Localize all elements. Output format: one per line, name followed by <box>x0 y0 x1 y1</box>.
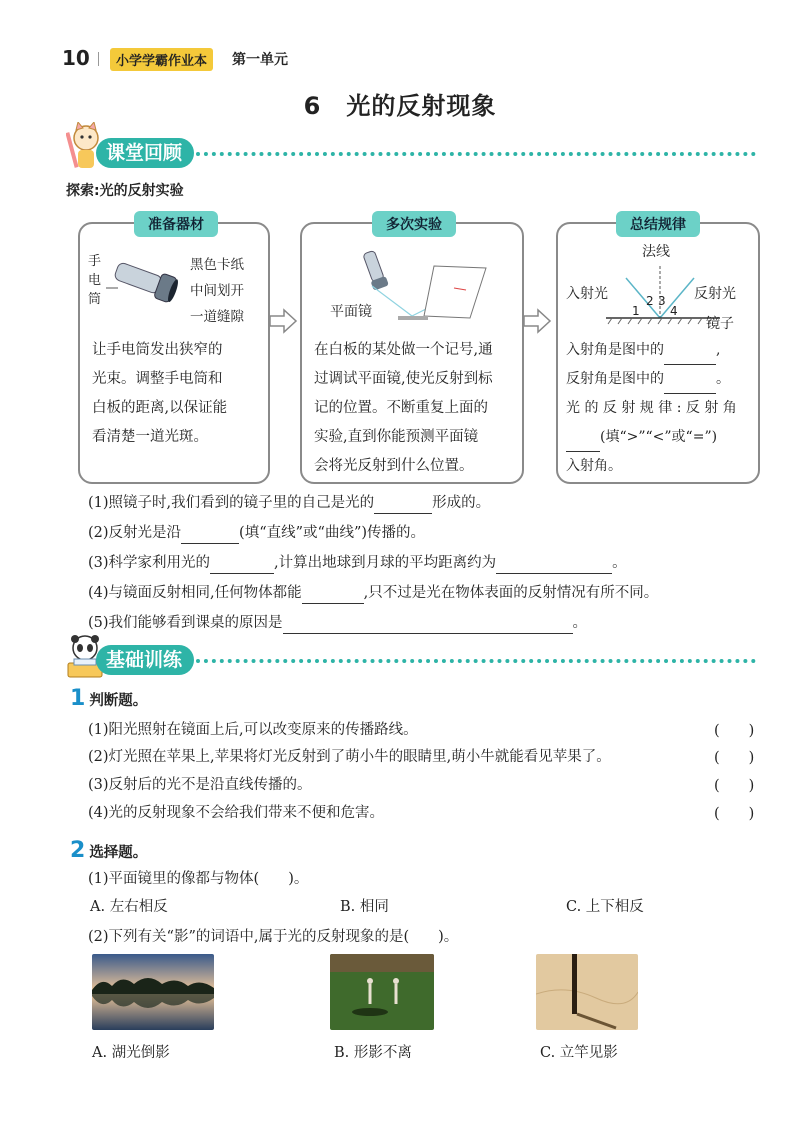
q2-sub1-option-c[interactable]: C. 上下相反 <box>566 899 644 915</box>
header-divider <box>98 52 99 66</box>
panel-materials-text: 让手电筒发出狭窄的 光束。调整手电筒和 白板的距离,以保证能 看清楚一道光斑。 <box>92 342 228 445</box>
angle-label-2: 2 <box>646 294 654 308</box>
blank-4[interactable] <box>302 587 364 604</box>
section-title-review: 课堂回顾 <box>96 138 194 168</box>
q2-sub2-option-a[interactable]: A. 湖光倒影 <box>92 1045 170 1061</box>
review-question-3: (3)科学家利用光的 ,计算出地球到月球的平均距离约为 。 <box>88 552 627 574</box>
blank-1[interactable] <box>374 497 432 514</box>
blank-3b[interactable] <box>496 557 612 574</box>
q1-heading: 1 判断题。 <box>70 686 148 711</box>
incident-light-label: 入射光 <box>566 286 608 302</box>
q2-sub2-option-c[interactable]: C. 立竿见影 <box>540 1045 618 1061</box>
pole-shadow-photo[interactable] <box>536 954 638 1030</box>
angle-label-1: 1 <box>632 304 640 318</box>
q2-sub1-option-a[interactable]: A. 左右相反 <box>90 899 168 915</box>
summary-line-4: (填“>”“<”或“=”) <box>566 423 717 452</box>
q2-sub1-stem: (1)平面镜里的像都与物体( )。 <box>88 871 309 887</box>
q1-item-3: (3)反射后的光不是沿直线传播的。 <box>88 777 312 793</box>
panel-experiments <box>300 217 524 484</box>
q2-sub1-option-b[interactable]: B. 相同 <box>340 899 389 915</box>
q1-item-1: (1)阳光照射在镜面上后,可以改变原来的传播路线。 <box>88 722 418 738</box>
panel-tag-materials: 准备器材 <box>134 211 218 237</box>
shadow-running-photo[interactable] <box>330 954 434 1030</box>
panel-tag-summary: 总结规律 <box>616 211 700 237</box>
normal-line-label: 法线 <box>642 244 670 260</box>
q2-sub2-option-b[interactable]: B. 形影不离 <box>334 1045 412 1061</box>
blank-5[interactable] <box>283 617 573 634</box>
summary-line-3: 光 的 反 射 规 律 : 反 射 角 <box>566 400 737 416</box>
q1-answer-3[interactable]: ( ) <box>714 778 755 794</box>
unit-label: 第一单元 <box>232 52 288 68</box>
page-number: 10 <box>62 46 90 70</box>
flashlight-icon <box>106 258 186 308</box>
q1-answer-4[interactable]: ( ) <box>714 806 755 822</box>
dotted-rule <box>196 152 756 156</box>
dotted-rule-2 <box>196 659 756 663</box>
book-badge: 小学学霸作业本 <box>110 48 213 71</box>
summary-line-2: 反射角是图中的 。 <box>566 365 730 394</box>
flashlight-label: 手 电 筒 <box>88 254 102 307</box>
angle-label-3: 3 <box>658 294 666 308</box>
plane-mirror-label: 平面镜 <box>330 304 372 320</box>
q1-answer-2[interactable]: ( ) <box>714 750 755 766</box>
right-arrow-icon <box>268 308 298 334</box>
lake-reflection-photo[interactable] <box>92 954 214 1030</box>
blank-2[interactable] <box>181 527 239 544</box>
panel-tag-experiments: 多次实验 <box>372 211 456 237</box>
q1-answer-1[interactable]: ( ) <box>714 723 755 739</box>
summary-line-1: 入射角是图中的 , <box>566 336 720 365</box>
panel-summary <box>556 217 760 484</box>
angle-label-4: 4 <box>670 304 678 318</box>
section-banner-review <box>66 138 800 172</box>
q2-heading: 2 选择题。 <box>70 838 148 863</box>
lesson-title: 6 光的反射现象 <box>303 92 497 120</box>
review-question-4: (4)与镜面反射相同,任何物体都能 ,只不过是光在物体表面的反射情况有所不同。 <box>88 582 658 604</box>
review-question-2: (2)反射光是沿 (填“直线”或“曲线”)传播的。 <box>88 522 425 544</box>
black-card-label: 黑色卡纸 中间划开 一道缝隙 <box>190 257 244 325</box>
panel-materials <box>78 217 270 484</box>
blank-3a[interactable] <box>210 557 274 574</box>
summary-line-5: 入射角。 <box>566 458 622 474</box>
reflected-light-label: 反射光 <box>694 286 736 302</box>
q1-item-4: (4)光的反射现象不会给我们带来不便和危害。 <box>88 805 385 821</box>
section-title-practice: 基础训练 <box>96 645 194 675</box>
review-question-5: (5)我们能够看到课桌的原因是 。 <box>88 612 587 634</box>
q2-sub2-stem: (2)下列有关“影”的词语中,属于光的反射现象的是( )。 <box>88 929 459 945</box>
section-banner-practice <box>66 645 800 679</box>
mirror-label: 镜子 <box>706 316 734 332</box>
q1-item-2: (2)灯光照在苹果上,苹果将灯光反射到了萌小牛的眼睛里,萌小牛就能看见苹果了。 <box>88 749 611 765</box>
review-question-1: (1)照镜子时,我们看到的镜子里的自己是光的 形成的。 <box>88 492 490 514</box>
right-arrow-icon-2 <box>522 308 552 334</box>
panel-experiments-text: 在白板的某处做一个记号,通 过调试平面镜,使光反射到标 记的位置。不断重复上面的 实验,直到你能预测平面镜 会将光反射到什么位置。 <box>314 342 493 474</box>
explore-subheading: 探索:光的反射实验 <box>66 183 184 199</box>
